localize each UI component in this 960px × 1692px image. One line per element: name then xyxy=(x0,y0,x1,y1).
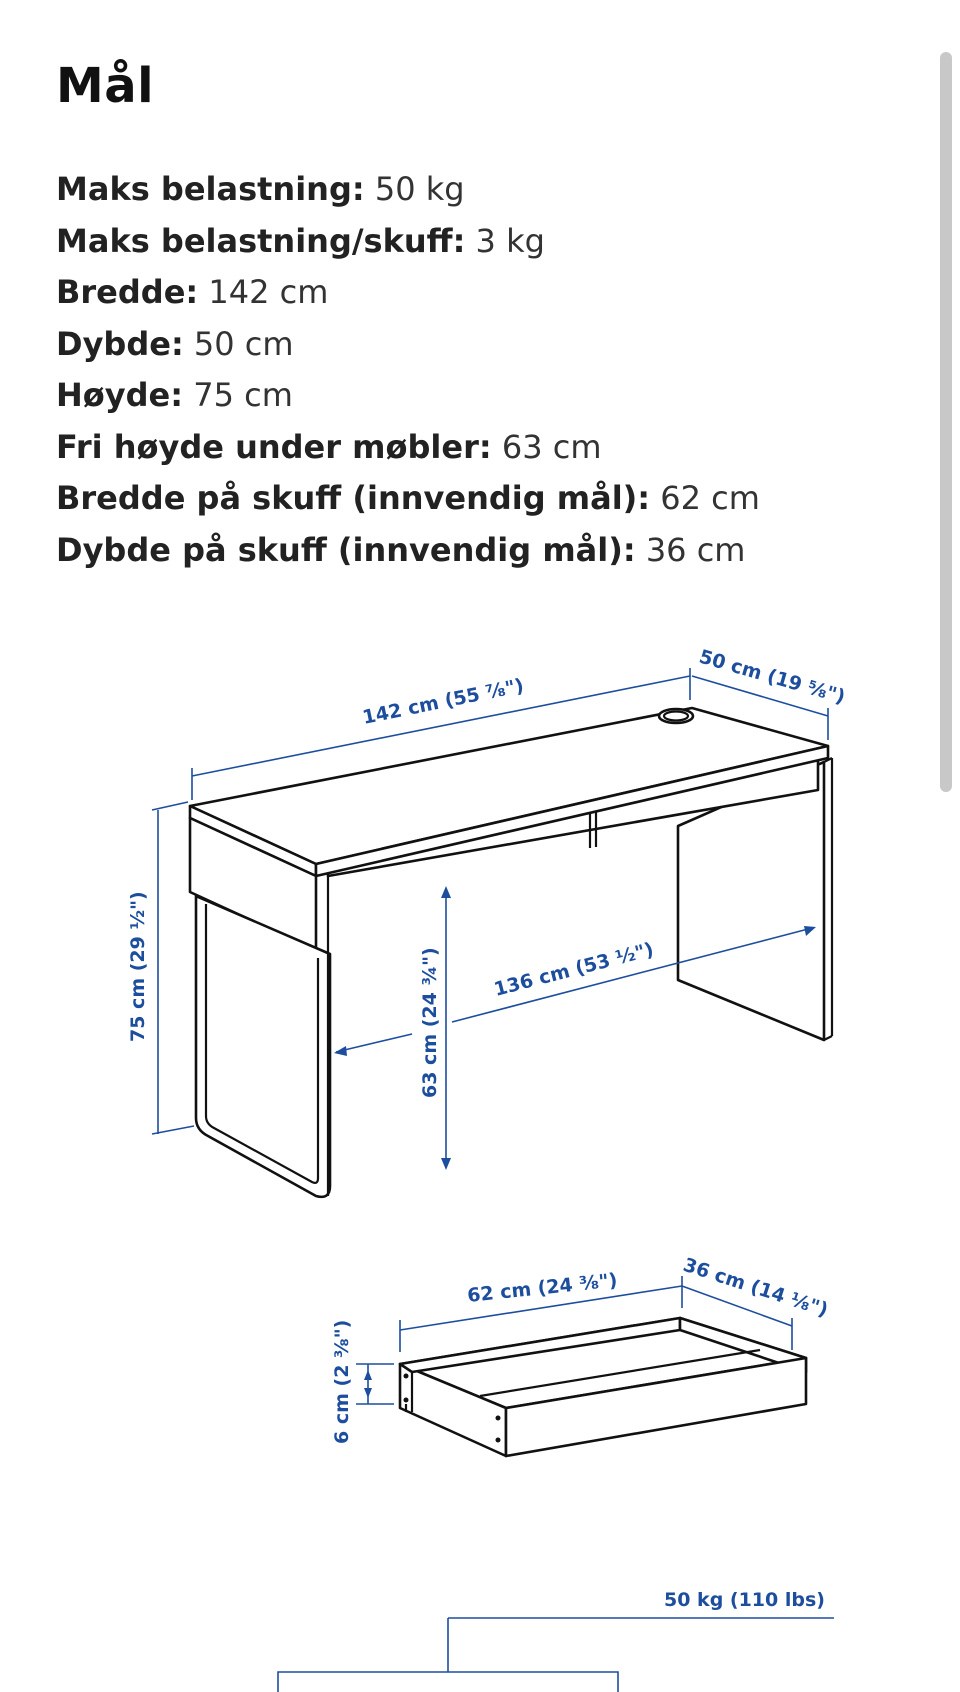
section-title: Mål xyxy=(56,58,155,114)
load-label: 50 kg (110 lbs) xyxy=(664,1589,825,1611)
spec-value: 62 cm xyxy=(660,479,760,517)
spec-label: Bredde: xyxy=(56,273,199,311)
spec-label: Maks belastning/skuff: xyxy=(56,221,466,260)
spec-label: Dybde på skuff (innvendig mål): xyxy=(56,530,636,569)
desk-width-label: 142 cm (55 ⅞") xyxy=(360,674,526,729)
drawer-height-label: 6 cm (2 ⅜") xyxy=(331,1319,353,1444)
spec-value: 75 cm xyxy=(193,376,293,414)
spec-label: Bredde på skuff (innvendig mål): xyxy=(56,479,651,517)
spec-label: Maks belastning: xyxy=(56,170,365,208)
spec-value: 142 cm xyxy=(208,273,329,311)
drawer-illustration xyxy=(400,1318,806,1456)
spec-value: 36 cm xyxy=(645,530,746,569)
spec-label: Fri høyde under møbler: xyxy=(56,427,492,466)
desk-inner-width-label: 136 cm (53 ½") xyxy=(491,938,656,1001)
spec-value: 3 kg xyxy=(475,221,545,260)
load-diagram xyxy=(278,1589,834,1692)
spec-label: Høyde: xyxy=(56,376,184,414)
desk-clearance-label: 63 cm (24 ¾") xyxy=(419,947,441,1098)
spec-value: 63 cm xyxy=(501,427,602,466)
spec-label: Dybde: xyxy=(56,324,184,363)
desk-depth-label: 50 cm (19 ⅝") xyxy=(696,645,848,709)
spec-value: 50 cm xyxy=(193,324,294,363)
desk-height-label: 75 cm (29 ½") xyxy=(127,891,149,1042)
desk-illustration xyxy=(190,708,832,1197)
drawer-width-label: 62 cm (24 ⅜") xyxy=(466,1269,619,1307)
spec-value: 50 kg xyxy=(374,170,465,208)
drawer-depth-label: 36 cm (14 ⅛") xyxy=(680,1253,831,1322)
